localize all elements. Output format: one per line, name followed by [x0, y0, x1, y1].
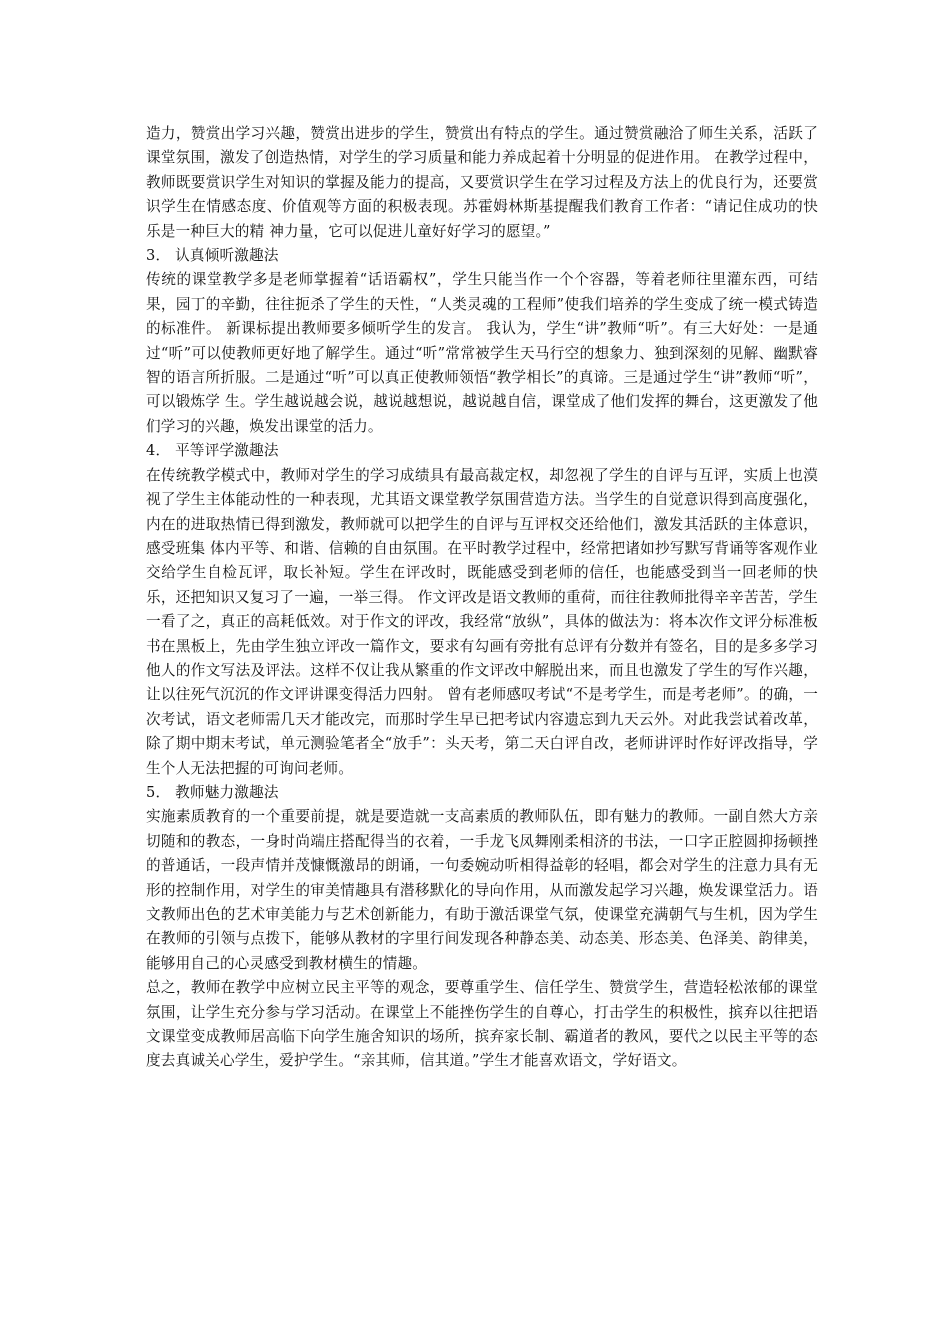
paragraph-praise: 造力，赞赏出学习兴趣，赞赏出进步的学生，赞赏出有特点的学生。通过赞赏融洽了师生关系，活跃了课堂氛围，激发了创造热情，对学生的学习质量和能力养成起着十分明显的促进作用。 在教学过程中，教师既要赏识学生对知识的掌握及能力的提高，又要赏识学生在学习过程及方法上的优良行为，还要赏识学生在情感态度、价值观等方面的积极表现。苏霍姆林斯基提醒我们教育工作者：“请记住成功的快乐是一种巨大的精 神力量，它可以促进儿童好好学习的愿望。”: [146, 125, 818, 240]
paragraph-conclusion: 总之，教师在教学中应树立民主平等的观念，要尊重学生、信任学生、赞赏学生，营造轻松浓郁的课堂氛围，让学生充分参与学习活动。在课堂上不能挫伤学生的自尊心，打击学生的积极性，摈弃以往把语文课堂变成教师居高临下向学生施舍知识的场所，摈弃家长制、霸道者的教风，要代之以民主平等的态度去真诚关心学生，爱护学生。“亲其师，信其道。”学生才能喜欢语文，学好语文。: [146, 979, 818, 1070]
section-heading-listening: 3． 认真倾听激趣法: [146, 247, 279, 265]
paragraph-listening: 传统的课堂教学多是老师掌握着“话语霸权”，学生只能当作一个个容器，等着老师往里灌东西，可结果，园丁的辛勤，往往扼杀了学生的天性，“人类灵魂的工程师”使我们培养的学生变成了统一模式铸造的标准件。 新课标提出教师要多倾听学生的发言。 我认为，学生“讲”教师“听”。有三大好处：一是通过“听”可以使教师更好地了解学生。通过“听”常常被学生天马行空的想象力、独到深刻的见解、幽默睿智的语言所折服。二是通过“听”可以真正使教师领悟“教学相长”的真谛。三是通过学生“讲”教师“听”，可以锻炼学 生。学生越说越会说，越说越想说，越说越自信，课堂成了他们发挥的舞台，这更激发了他们学习的兴趣，焕发出课堂的活力。: [146, 271, 818, 435]
paragraph-peer-evaluation: 在传统教学模式中，教师对学生的学习成绩具有最高裁定权，却忽视了学生的自评与互评，实质上也漠视了学生主体能动性的一种表现，尤其语文课堂教学氛围营造方法。当学生的自觉意识得到高度强化，内在的进取热情已得到激发，教师就可以把学生的自评与互评权交还给他们，激发其活跃的主体意识，感受班集 体内平等、和谐、信赖的自由氛围。在平时教学过程中，经常把诸如抄写默写背诵等客观作业交给学生自检瓦评，取长补短。学生在评改时，既能感受到老师的信任，也能感受到当一回老师的快乐，还把知识又复习了一遍，一举三得。 作文评改是语文教师的重荷，而往往教师批得辛辛苦苦，学生一看了之，真正的高耗低效。对于作文的评改，我经常“放纵”，具体的做法为：将本次作文评分标准板书在黑板上，先由学生独立评改一篇作文，要求有勾画有旁批有总评有分数并有签名，目的是多多学习他人的作文写法及评法。这样不仅让我从繁重的作文评改中解脱出来，而且也激发了学生的写作兴趣，让以往死气沉沉的作文评讲课变得活力四射。 曾有老师感叹考试“不是考学生，而是考老师”。的确，一次考试，语文老师需几天才能改完，而那时学生早已把考试内容遗忘到九天云外。对此我尝试着改革，除了期中期末考试，单元测验笔者全“放手”：头天考，第二天白评自改，老师讲评时作好评改指导，学生个人无法把握的可询问老师。: [146, 466, 818, 777]
document-body: [146, 122, 818, 1074]
section-heading-teacher-charm: 5． 教师魅力激趣法: [146, 783, 279, 801]
section-heading-peer-evaluation: 4． 平等评学激趣法: [146, 442, 279, 460]
paragraph-teacher-charm: 实施素质教育的一个重要前提，就是要造就一支高素质的教师队伍，即有魅力的教师。一副自然大方亲切随和的教态，一身时尚端庄搭配得当的衣着，一手龙飞凤舞刚柔相济的书法，一口字正腔圆抑扬顿挫的普通话，一段声情并茂慷慨激昂的朗诵，一句委婉动听相得益彰的轻唱，都会对学生的注意力具有无形的控制作用，对学生的审美情趣具有潜移默化的导向作用，从而激发起学习兴趣，焕发课堂活力。语文教师出色的艺术审美能力与艺术创新能力，有助于激活课堂气氛，使课堂充满朝气与生机，因为学生在教师的引领与点拨下，能够从教材的字里行间发现各种静态美、动态美、形态美、色泽美、韵律美，能够用自己的心灵感受到教材横生的情趣。: [146, 808, 818, 972]
